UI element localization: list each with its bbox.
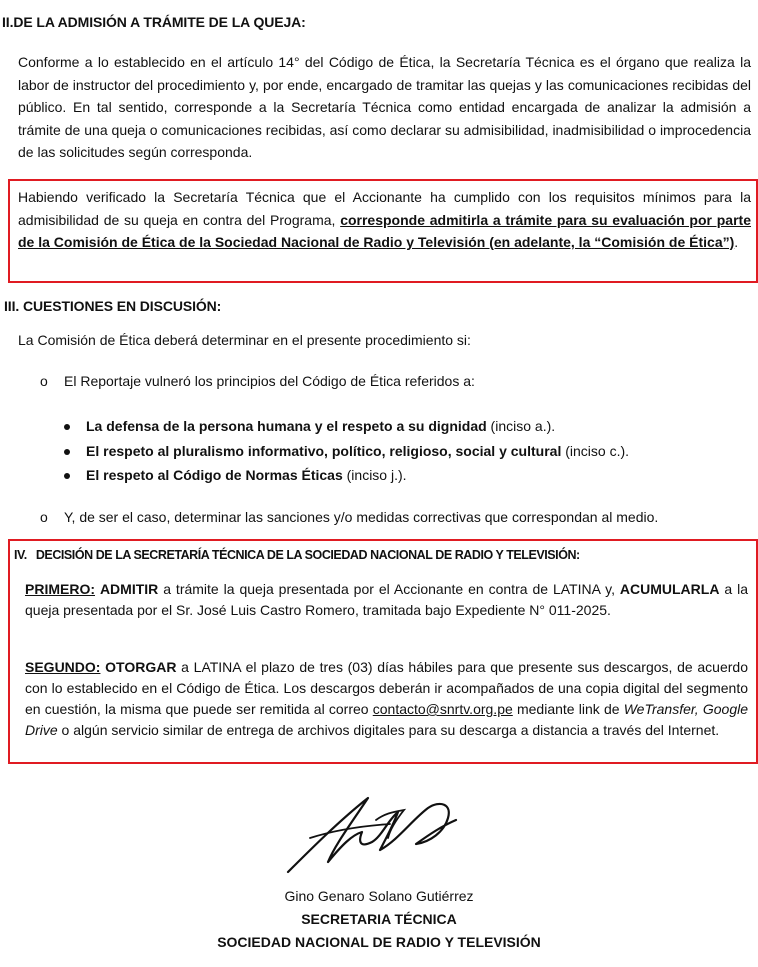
primero-text-1: a trámite la queja presentada por el Accionante en contra de LATINA y, — [158, 581, 620, 597]
bullet-text — [86, 443, 629, 459]
bullet-item — [64, 418, 724, 438]
segundo-services: WeTransfer, Google Drive — [25, 701, 749, 738]
bullet-text — [86, 467, 407, 483]
section-4-heading: IV. DECISIÓN DE LA SECRETARÍA TÉCNICA DE LA SOCIEDAD NACIONAL DE RADIO Y TELEVISIÓN: — [14, 548, 580, 562]
bullet-bold-text: El respeto al pluralismo informativo, político, religioso, social y cultural — [86, 443, 562, 459]
list-item — [40, 509, 750, 529]
bullet-icon — [64, 449, 70, 455]
signer-organization: SOCIEDAD NACIONAL DE RADIO Y TELEVISIÓN — [217, 934, 541, 950]
bullet-icon — [64, 473, 70, 479]
primero-label: PRIMERO: — [25, 581, 95, 597]
section-3-intro: La Comisión de Ética deberá determinar en el presente procedimiento si: — [18, 332, 471, 348]
segundo-text-1: a LATINA el plazo de tres (03) días hábiles para que presente sus descargos, de acuerdo con lo establecido en el Código de Ética. Los descargos deberán ir acompañados de una copia digital del segmento en cuestión, la misma que puede ser remitida al correo — [25, 659, 748, 717]
handwritten-signature — [280, 790, 490, 880]
decision-primero — [25, 579, 748, 621]
bullet-item — [64, 467, 724, 487]
list-item — [40, 373, 740, 393]
signer-title: SECRETARIA TÉCNICA — [301, 911, 457, 927]
bullet-item — [64, 443, 724, 463]
decision-segundo — [25, 657, 748, 741]
signer-name: Gino Genaro Solano Gutiérrez — [284, 888, 474, 904]
admission-decision-text: corresponde admitirla a trámite para su evaluación por parte de la Comisión de Ética de la Sociedad Nacional de Radio y Televisión (en adelante, la “Comisión de Ética”) — [18, 211, 751, 250]
bullet-rest-text: (inciso c.). — [561, 443, 630, 459]
bullet-text — [86, 418, 555, 434]
section-3-heading: III. CUESTIONES EN DISCUSIÓN: — [4, 298, 222, 314]
primero-text-2: a la queja presentada por el Sr. José Luis Castro Romero, tramitada bajo Expediente N° 011-2025. — [25, 581, 748, 618]
admission-text: Habiendo verificado la Secretaría Técnica que el Accionante ha cumplido con los requisitos mínimos para la admisibilidad de su queja en contra del Programa, — [18, 189, 751, 228]
admission-text-end: . — [734, 234, 739, 250]
primero-verb: ADMITIR — [99, 581, 159, 597]
email-link[interactable]: contacto@snrtv.org.pe — [372, 701, 513, 717]
circle-marker-icon: o — [40, 373, 48, 389]
section-2-paragraph-1: Conforme a lo establecido en el artículo 14° del Código de Ética, la Secretaría Técnica es el órgano que realiza la labor de instructor del procedimiento y, por ende, encargado de tramitar las quejas y las comunicaciones recibidas del público. En tal sentido, corresponde a la Secretaría Técnica como entidad encargada de analizar la admisión a trámite de una queja o comunicaciones recibidas, así como declarar su admisibilidad, inadmisibilidad o improcedencia de las solicitudes según corresponda. — [18, 54, 751, 160]
bullet-rest-text: (inciso a.). — [486, 418, 556, 434]
bullet-icon — [64, 424, 70, 430]
bullet-bold-text: La defensa de la persona humana y el respeto a su dignidad — [86, 418, 487, 434]
list-item-text: Y, de ser el caso, determinar las sanciones y/o medidas correctivas que correspondan al medio. — [64, 509, 659, 525]
section-2-paragraph-2 — [18, 186, 751, 254]
segundo-verb: OTORGAR — [105, 659, 177, 675]
bullet-rest-text: (inciso j.). — [342, 467, 407, 483]
bullet-bold-text: El respeto al Código de Normas Éticas — [86, 467, 343, 483]
section-2-heading: II.DE LA ADMISIÓN A TRÁMITE DE LA QUEJA: — [2, 14, 306, 30]
segundo-text-3: o algún servicio similar de entrega de archivos digitales para su descarga a distancia a través del Internet. — [57, 722, 720, 738]
segundo-label: SEGUNDO: — [25, 659, 101, 675]
primero-bold-2: ACUMULARLA — [619, 581, 720, 597]
segundo-text-2: mediante link de — [512, 701, 624, 717]
circle-marker-icon: o — [40, 509, 48, 525]
list-item-text: El Reportaje vulneró los principios del Código de Ética referidos a: — [64, 373, 475, 389]
